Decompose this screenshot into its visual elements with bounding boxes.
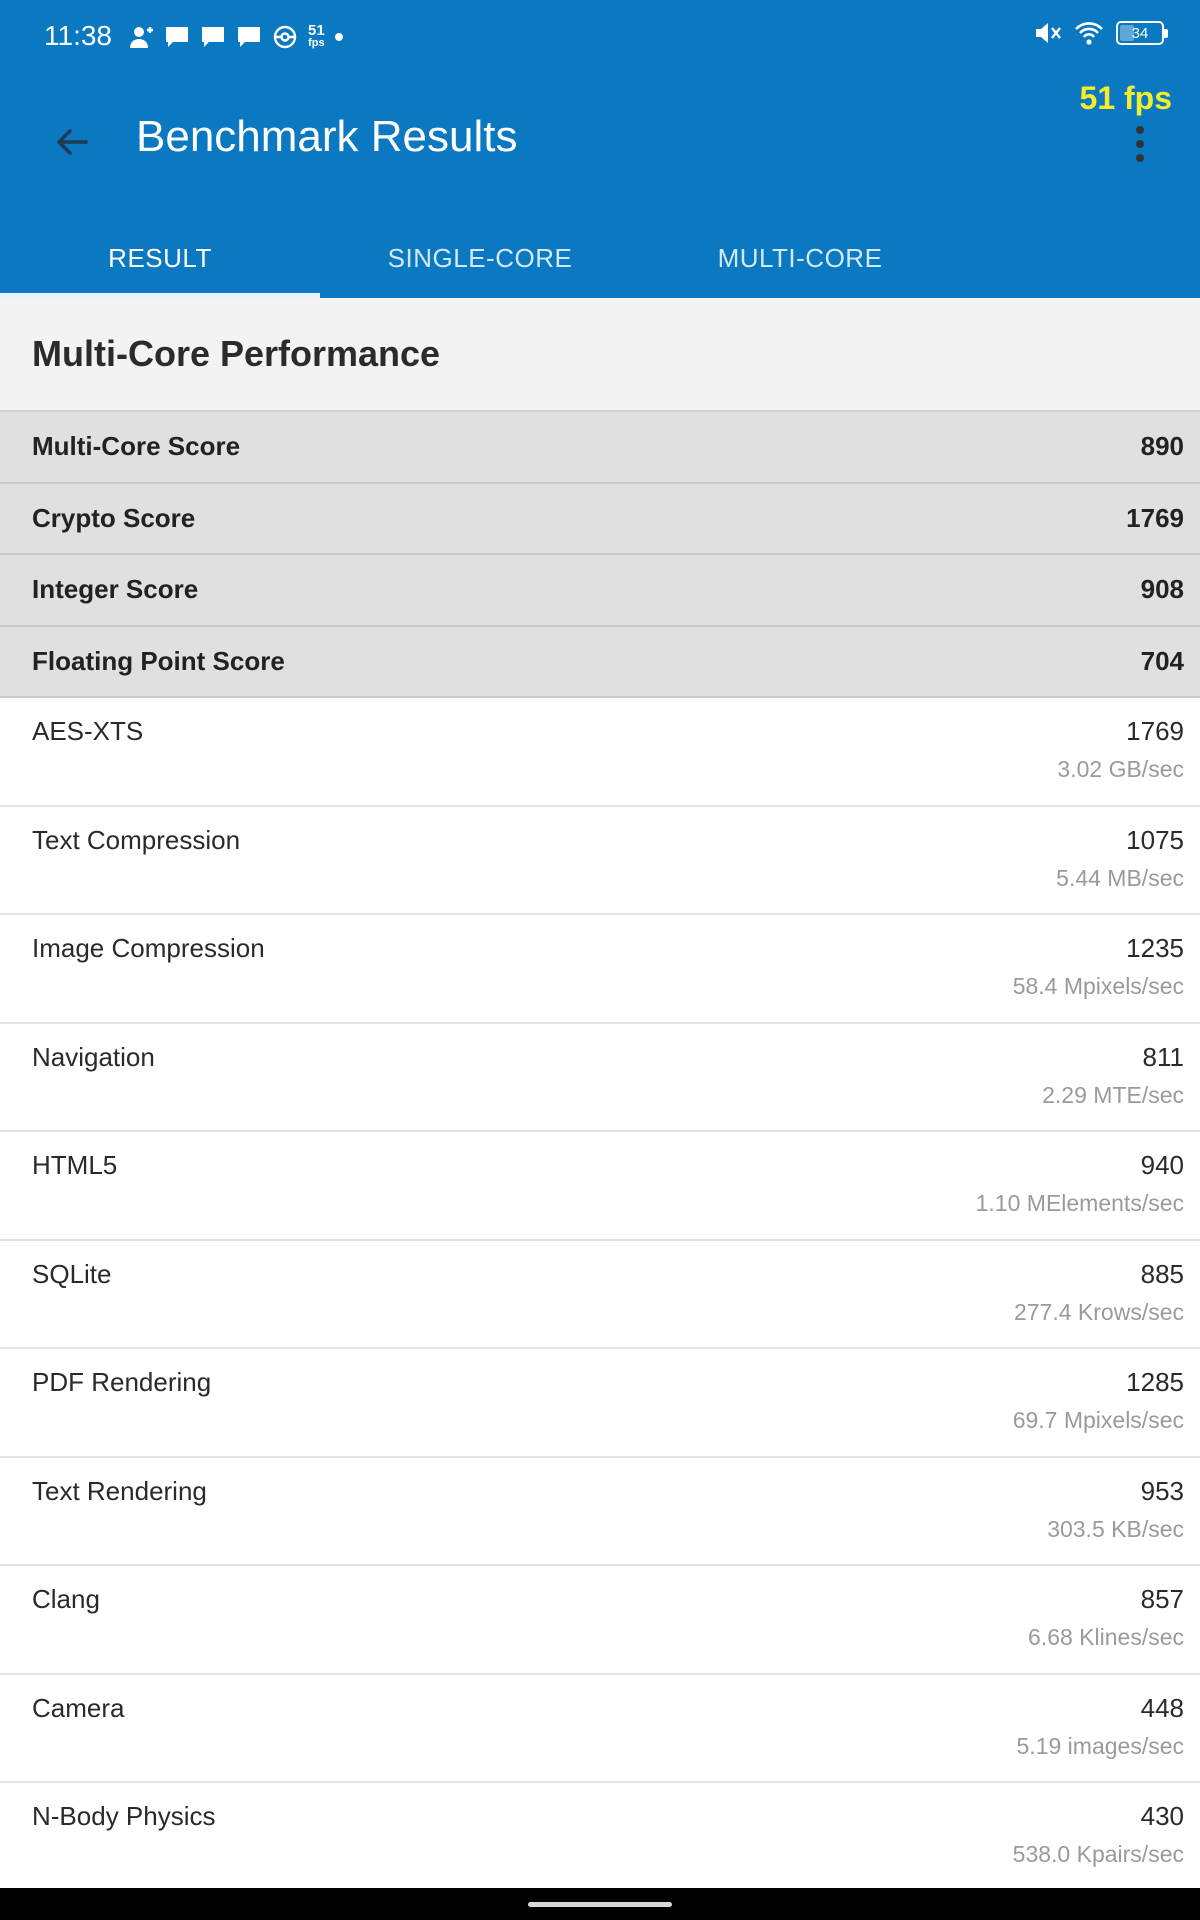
navigation-bar bbox=[0, 1888, 1200, 1920]
benchmark-rate: 5.44 MB/sec bbox=[1056, 864, 1184, 891]
benchmark-rate: 69.7 Mpixels/sec bbox=[1012, 1407, 1184, 1433]
dot-icon bbox=[335, 33, 343, 41]
pokeball-icon bbox=[272, 24, 298, 50]
notification-icons bbox=[128, 20, 343, 54]
benchmark-row-n-body-physics bbox=[0, 1783, 1200, 1892]
benchmark-row-camera bbox=[0, 1675, 1200, 1784]
person-add-icon bbox=[128, 24, 154, 50]
benchmark-score: 1769 bbox=[1126, 716, 1184, 746]
benchmark-row-aes-xts bbox=[0, 698, 1200, 807]
benchmark-row-clang bbox=[0, 1566, 1200, 1675]
battery-level: 34 bbox=[1131, 24, 1149, 42]
message-icon bbox=[236, 24, 262, 50]
benchmark-name: HTML5 bbox=[32, 1150, 118, 1180]
benchmark-rate: 538.0 Kpairs/sec bbox=[1012, 1841, 1184, 1867]
benchmark-row-text-rendering bbox=[0, 1458, 1200, 1567]
score-value: 908 bbox=[1140, 574, 1184, 605]
tab-single-core[interactable] bbox=[320, 218, 640, 298]
system-icons bbox=[1032, 18, 1164, 48]
score-value: 1769 bbox=[1126, 502, 1184, 533]
mute-icon bbox=[1032, 18, 1062, 48]
benchmark-name: Text Compression bbox=[32, 824, 241, 855]
score-label: Multi-Core Score bbox=[32, 431, 241, 462]
section-header bbox=[0, 298, 1200, 412]
status-bar bbox=[0, 0, 1200, 72]
score-label: Crypto Score bbox=[32, 502, 196, 533]
benchmark-score: 940 bbox=[1140, 1150, 1184, 1180]
benchmark-rate: 6.68 Klines/sec bbox=[1028, 1624, 1184, 1650]
more-options-button[interactable] bbox=[1120, 116, 1160, 172]
back-button[interactable] bbox=[44, 114, 100, 170]
score-label: Floating Point Score bbox=[32, 645, 285, 676]
score-row-multi-core bbox=[0, 412, 1200, 484]
score-row-integer bbox=[0, 555, 1200, 627]
fps-indicator-unit: fps bbox=[308, 37, 325, 49]
benchmark-row-navigation bbox=[0, 1024, 1200, 1133]
benchmark-name: Clang bbox=[32, 1584, 100, 1614]
benchmark-rate: 277.4 Krows/sec bbox=[1013, 1298, 1184, 1325]
wifi-icon bbox=[1074, 18, 1104, 48]
app-bar bbox=[0, 72, 1200, 298]
benchmark-score: 953 bbox=[1140, 1475, 1184, 1506]
tab-multi-core[interactable] bbox=[640, 218, 960, 298]
score-value: 890 bbox=[1140, 431, 1184, 462]
benchmark-rate: 58.4 Mpixels/sec bbox=[1012, 973, 1184, 999]
score-label: Integer Score bbox=[32, 574, 199, 605]
benchmark-name: Text Rendering bbox=[32, 1475, 207, 1506]
score-row-crypto bbox=[0, 484, 1200, 556]
score-row-floating-point bbox=[0, 627, 1200, 699]
benchmark-name: AES-XTS bbox=[32, 716, 144, 746]
battery-icon bbox=[1116, 21, 1164, 45]
tab-bar bbox=[0, 218, 1200, 298]
fps-indicator-value: 51 bbox=[308, 22, 325, 39]
benchmark-score: 811 bbox=[1142, 1041, 1184, 1072]
benchmark-name: Navigation bbox=[32, 1041, 155, 1072]
benchmark-name: PDF Rendering bbox=[32, 1367, 212, 1397]
results-content[interactable] bbox=[0, 298, 1200, 1892]
benchmark-score: 430 bbox=[1140, 1801, 1184, 1831]
benchmark-score: 1285 bbox=[1126, 1367, 1184, 1397]
tab-multi-core-label: MULTI-CORE bbox=[717, 242, 883, 273]
benchmark-rate: 3.02 GB/sec bbox=[1057, 756, 1184, 782]
benchmark-row-sqlite bbox=[0, 1241, 1200, 1350]
tab-result-label: RESULT bbox=[108, 242, 212, 273]
benchmark-name: Image Compression bbox=[32, 933, 265, 963]
benchmark-score: 857 bbox=[1140, 1584, 1184, 1614]
benchmark-name: SQLite bbox=[32, 1258, 112, 1289]
message-icon bbox=[164, 24, 190, 50]
more-vert-icon bbox=[1136, 126, 1144, 134]
benchmark-rate: 1.10 MElements/sec bbox=[975, 1190, 1184, 1216]
benchmark-score: 1235 bbox=[1126, 933, 1184, 963]
message-icon bbox=[200, 24, 226, 50]
benchmark-score: 448 bbox=[1140, 1692, 1184, 1723]
score-value: 704 bbox=[1140, 645, 1184, 676]
benchmark-row-text-compression bbox=[0, 807, 1200, 916]
fps-indicator bbox=[308, 22, 325, 49]
tab-single-core-label: SINGLE-CORE bbox=[387, 242, 573, 273]
page-title: Benchmark Results bbox=[136, 112, 518, 161]
home-gesture-handle[interactable] bbox=[528, 1902, 672, 1907]
benchmark-rate: 303.5 KB/sec bbox=[1047, 1515, 1184, 1542]
benchmark-score: 885 bbox=[1140, 1258, 1184, 1289]
status-time: 11:38 bbox=[44, 20, 112, 51]
fps-overlay: 51 fps bbox=[1079, 80, 1172, 116]
arrow-back-icon bbox=[52, 122, 92, 162]
benchmark-rate: 2.29 MTE/sec bbox=[1042, 1081, 1184, 1108]
tab-result[interactable] bbox=[0, 218, 320, 298]
benchmark-rate: 5.19 images/sec bbox=[1016, 1732, 1184, 1759]
benchmark-name: N-Body Physics bbox=[32, 1801, 216, 1831]
benchmark-score: 1075 bbox=[1126, 824, 1184, 855]
benchmark-row-image-compression bbox=[0, 915, 1200, 1024]
benchmark-name: Camera bbox=[32, 1692, 125, 1723]
section-title: Multi-Core Performance bbox=[32, 333, 441, 374]
benchmark-row-pdf-rendering bbox=[0, 1349, 1200, 1458]
benchmark-row-html5 bbox=[0, 1132, 1200, 1241]
